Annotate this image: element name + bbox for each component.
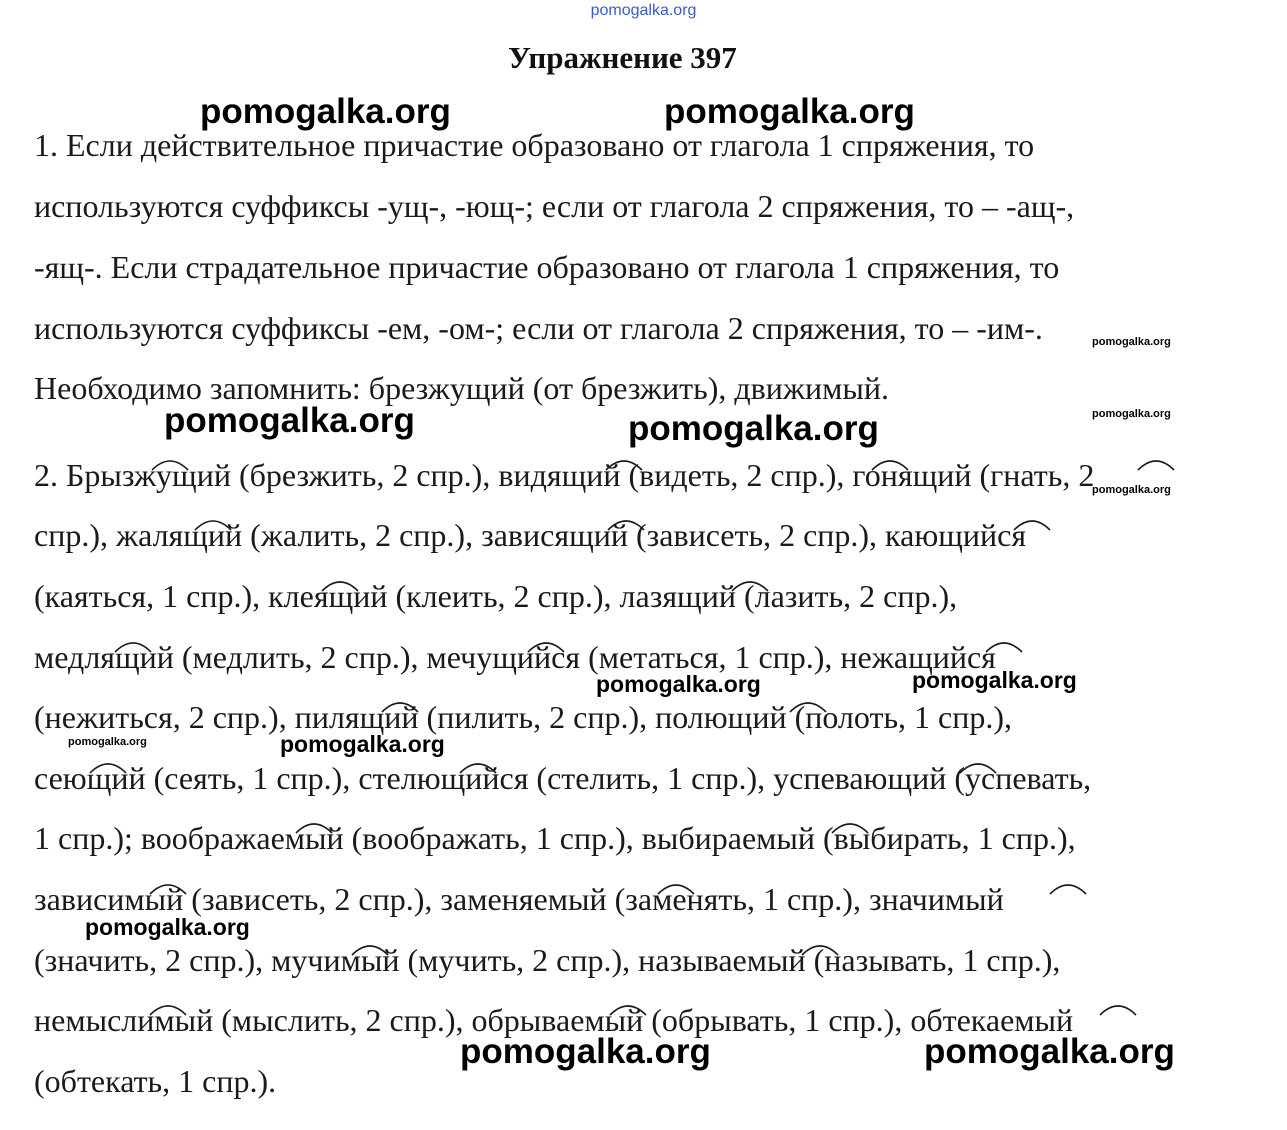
- text-line: (каяться, 1 спр.), клеящий (клеить, 2 спр.), лазящий (лазить, 2 спр.),: [34, 578, 958, 614]
- text-line: используются суффиксы -ущ-, -ющ-; если от глагола 2 спряжения, то – -ащ-,: [34, 188, 1075, 224]
- text-line: 1 спр.); воображаемый (воображать, 1 спр.), выбираемый (выбирать, 1 спр.),: [34, 820, 1076, 856]
- watermark-text: pomogalka.org: [85, 914, 250, 940]
- watermark-text: pomogalka.org: [912, 667, 1077, 693]
- text-line: зависимый (зависеть, 2 спр.), заменяемый (заменять, 1 спр.), значимый: [34, 881, 1004, 917]
- text-line: спр.), жалящий (жалить, 2 спр.), зависящий (зависеть, 2 спр.), кающийся: [34, 517, 1027, 553]
- text-line: используются суффиксы -ем, -ом-; если от глагола 2 спряжения, то – -им-.: [34, 310, 1043, 346]
- text-line: немыслимый (мыслить, 2 спр.), обрываемый (обрывать, 1 спр.), обтекаемый: [34, 1002, 1074, 1038]
- text-line: 1. Если действительное причастие образовано от глагола 1 спряжения, то: [34, 127, 1035, 163]
- text-line: сеющий (сеять, 1 спр.), стелющийся (стелить, 1 спр.), успевающий (успевать,: [34, 760, 1092, 796]
- text-line: (нежиться, 2 спр.), пилящий (пилить, 2 спр.), полющий (полоть, 1 спр.),: [34, 699, 1013, 735]
- watermark-text: pomogalka.org: [1092, 336, 1171, 348]
- text-line: (значить, 2 спр.), мучимый (мучить, 2 спр.), называемый (называть, 1 спр.),: [34, 942, 1061, 978]
- text-line: (обтекать, 1 спр.).: [34, 1063, 277, 1099]
- watermark-text: pomogalka.org: [460, 1032, 711, 1071]
- suffix-arc-mark: [1100, 1006, 1136, 1015]
- site-link[interactable]: pomogalka.org: [590, 2, 697, 19]
- suffix-arc-mark: [1138, 461, 1174, 470]
- watermark-text: pomogalka.org: [68, 736, 147, 748]
- text-line: медлящий (медлить, 2 спр.), мечущийся (метаться, 1 спр.), нежащийся: [34, 639, 996, 675]
- watermark-text: pomogalka.org: [924, 1032, 1175, 1071]
- watermark-text: pomogalka.org: [1092, 408, 1171, 420]
- watermark-text: pomogalka.org: [628, 409, 879, 448]
- suffix-arc-mark: [1050, 885, 1086, 894]
- text-line: 2. Брызжущий (брезжить, 2 спр.), видящий (видеть, 2 спр.), гонящий (гнать, 2: [34, 457, 1095, 493]
- watermark-text: pomogalka.org: [164, 401, 415, 440]
- watermark-text: pomogalka.org: [1092, 484, 1171, 496]
- text-line: Необходимо запомнить: брезжущий (от брезжить), движимый.: [34, 370, 889, 406]
- watermark-text: pomogalka.org: [280, 731, 445, 757]
- exercise-title: Упражнение 397: [508, 40, 737, 75]
- watermark-text: pomogalka.org: [596, 671, 761, 697]
- text-line: -ящ-. Если страдательное причастие образовано от глагола 1 спряжения, то: [34, 249, 1060, 285]
- watermark-text: pomogalka.org: [200, 92, 451, 131]
- watermark-text: pomogalka.org: [664, 92, 915, 131]
